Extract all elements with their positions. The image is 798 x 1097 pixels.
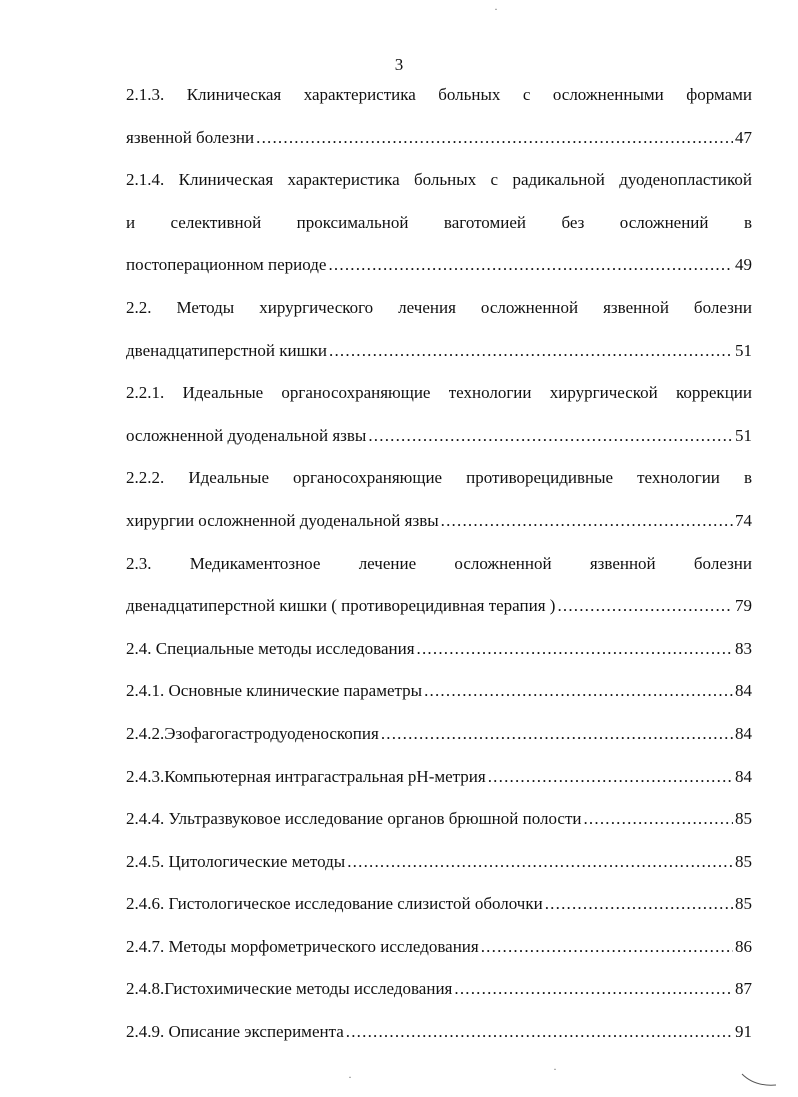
- toc-page-number: 74: [735, 510, 752, 530]
- toc-page-number: 84: [735, 681, 752, 701]
- toc-entry-title: хирургии осложненной дуоденальной язвы: [126, 510, 439, 530]
- toc-page-number: 91: [735, 1022, 752, 1042]
- toc-entry: [126, 287, 752, 372]
- scan-stroke: [740, 1070, 780, 1090]
- toc-entry: [126, 968, 752, 1011]
- dot-leader: [545, 883, 733, 926]
- toc-entry-title: 2.4.7. Методы морфометрического исследования: [126, 936, 479, 956]
- dot-leader: [256, 117, 733, 160]
- toc-entry: [126, 798, 752, 841]
- toc-entry-title: 2.4.6. Гистологическое исследование слизистой оболочки: [126, 894, 543, 914]
- toc-entry-last-line: [126, 883, 752, 926]
- dot-leader: [328, 244, 733, 287]
- dot-leader: [583, 798, 733, 841]
- dot-leader: [424, 670, 733, 713]
- toc-entry-line: и селективной проксимальной ваготомией без осложнений в: [126, 212, 752, 232]
- toc-entry-last-line: [126, 1011, 752, 1054]
- scan-speck: ·: [553, 1062, 557, 1076]
- toc-entry: [126, 670, 752, 713]
- dot-leader: [454, 968, 733, 1011]
- dot-leader: [557, 585, 733, 628]
- toc-entry-last-line: [126, 756, 752, 799]
- scan-speck: ·: [348, 1070, 352, 1084]
- scan-speck: ·: [494, 2, 498, 16]
- toc-entry-line: 2.2. Методы хирургического лечения осложненной язвенной болезни: [126, 297, 752, 317]
- toc-entry-line: 2.2.1. Идеальные органосохраняющие технологии хирургической коррекции: [126, 383, 752, 403]
- dot-leader: [488, 756, 733, 799]
- page-number: 3: [394, 55, 404, 74]
- toc-entry-last-line: [126, 798, 752, 841]
- toc-entry: [126, 457, 752, 542]
- toc-page-number: 79: [735, 596, 752, 616]
- toc-entry-last-line: [126, 968, 752, 1011]
- toc-entry-last-line: [126, 926, 752, 969]
- toc-page-number: 86: [735, 936, 752, 956]
- toc-entry-title: двенадцатиперстной кишки ( противорецидивная терапия ): [126, 596, 556, 616]
- toc-entry-last-line: [126, 415, 752, 458]
- toc-entry-title: 2.4.9. Описание эксперимента: [126, 1022, 344, 1042]
- dot-leader: [329, 330, 733, 373]
- toc-entry-last-line: [126, 330, 752, 373]
- toc-entry: [126, 372, 752, 457]
- toc-page-number: 85: [735, 894, 752, 914]
- toc-entry-title: постоперационном периоде: [126, 255, 327, 275]
- toc-entry-last-line: [126, 585, 752, 628]
- toc-entry: [126, 756, 752, 799]
- toc-page-number: 49: [735, 255, 752, 275]
- toc-entry: [126, 159, 752, 287]
- toc-entry-title: язвенной болезни: [126, 127, 255, 147]
- toc-entry: [126, 841, 752, 884]
- toc-entry-last-line: [126, 670, 752, 713]
- toc-entry: [126, 713, 752, 756]
- toc-entry-title: 2.4.5. Цитологические методы: [126, 851, 346, 871]
- toc-entry-title: 2.4.3.Компьютерная интрагастральная рН-метрия: [126, 766, 486, 786]
- toc-entry-line: 2.1.3. Клиническая характеристика больных с осложненными формами: [126, 85, 752, 104]
- toc-entry-title: 2.4.1. Основные клинические параметры: [126, 681, 423, 701]
- dot-leader: [441, 500, 733, 543]
- toc-entry-line: 2.1.4. Клиническая характеристика больных с радикальной дуоденопластикой: [126, 170, 752, 190]
- dot-leader: [417, 628, 733, 671]
- toc-entry-title: 2.4. Специальные методы исследования: [126, 638, 415, 658]
- toc-page-number: 84: [735, 766, 752, 786]
- toc-entry-title: 2.4.8.Гистохимические методы исследования: [126, 979, 453, 999]
- toc-entry: [126, 74, 752, 159]
- dot-leader: [368, 415, 733, 458]
- dot-leader: [481, 926, 733, 969]
- toc-page-number: 51: [735, 340, 752, 360]
- toc-entry: [126, 926, 752, 969]
- dot-leader: [381, 713, 733, 756]
- toc-page-number: 85: [735, 851, 752, 871]
- toc-page-number: 87: [735, 979, 752, 999]
- toc-entry: [126, 543, 752, 628]
- toc-entry: [126, 628, 752, 671]
- toc-page-number: 84: [735, 723, 752, 743]
- toc-page-number: 85: [735, 809, 752, 829]
- toc-page-number: 83: [735, 638, 752, 658]
- dot-leader: [347, 841, 733, 884]
- toc-entry-title: 2.4.4. Ультразвуковое исследование органов брюшной полости: [126, 809, 582, 829]
- toc-page-number: 51: [735, 425, 752, 445]
- toc-entry-title: двенадцатиперстной кишки: [126, 340, 328, 360]
- table-of-contents: [126, 74, 752, 1054]
- toc-entry-last-line: [126, 117, 752, 160]
- toc-entry-last-line: [126, 244, 752, 287]
- toc-entry-title: 2.4.2.Эзофагогастродуоденоскопия: [126, 723, 379, 743]
- toc-entry-last-line: [126, 713, 752, 756]
- toc-entry-last-line: [126, 628, 752, 671]
- toc-entry-line: 2.3. Медикаментозное лечение осложненной язвенной болезни: [126, 553, 752, 573]
- toc-entry-last-line: [126, 841, 752, 884]
- toc-entry-last-line: [126, 500, 752, 543]
- toc-entry-line: 2.2.2. Идеальные органосохраняющие противорецидивные технологии в: [126, 468, 752, 488]
- toc-page-number: 47: [735, 127, 752, 147]
- toc-entry-title: осложненной дуоденальной язвы: [126, 425, 367, 445]
- dot-leader: [346, 1011, 733, 1054]
- toc-entry: [126, 883, 752, 926]
- toc-entry: [126, 1011, 752, 1054]
